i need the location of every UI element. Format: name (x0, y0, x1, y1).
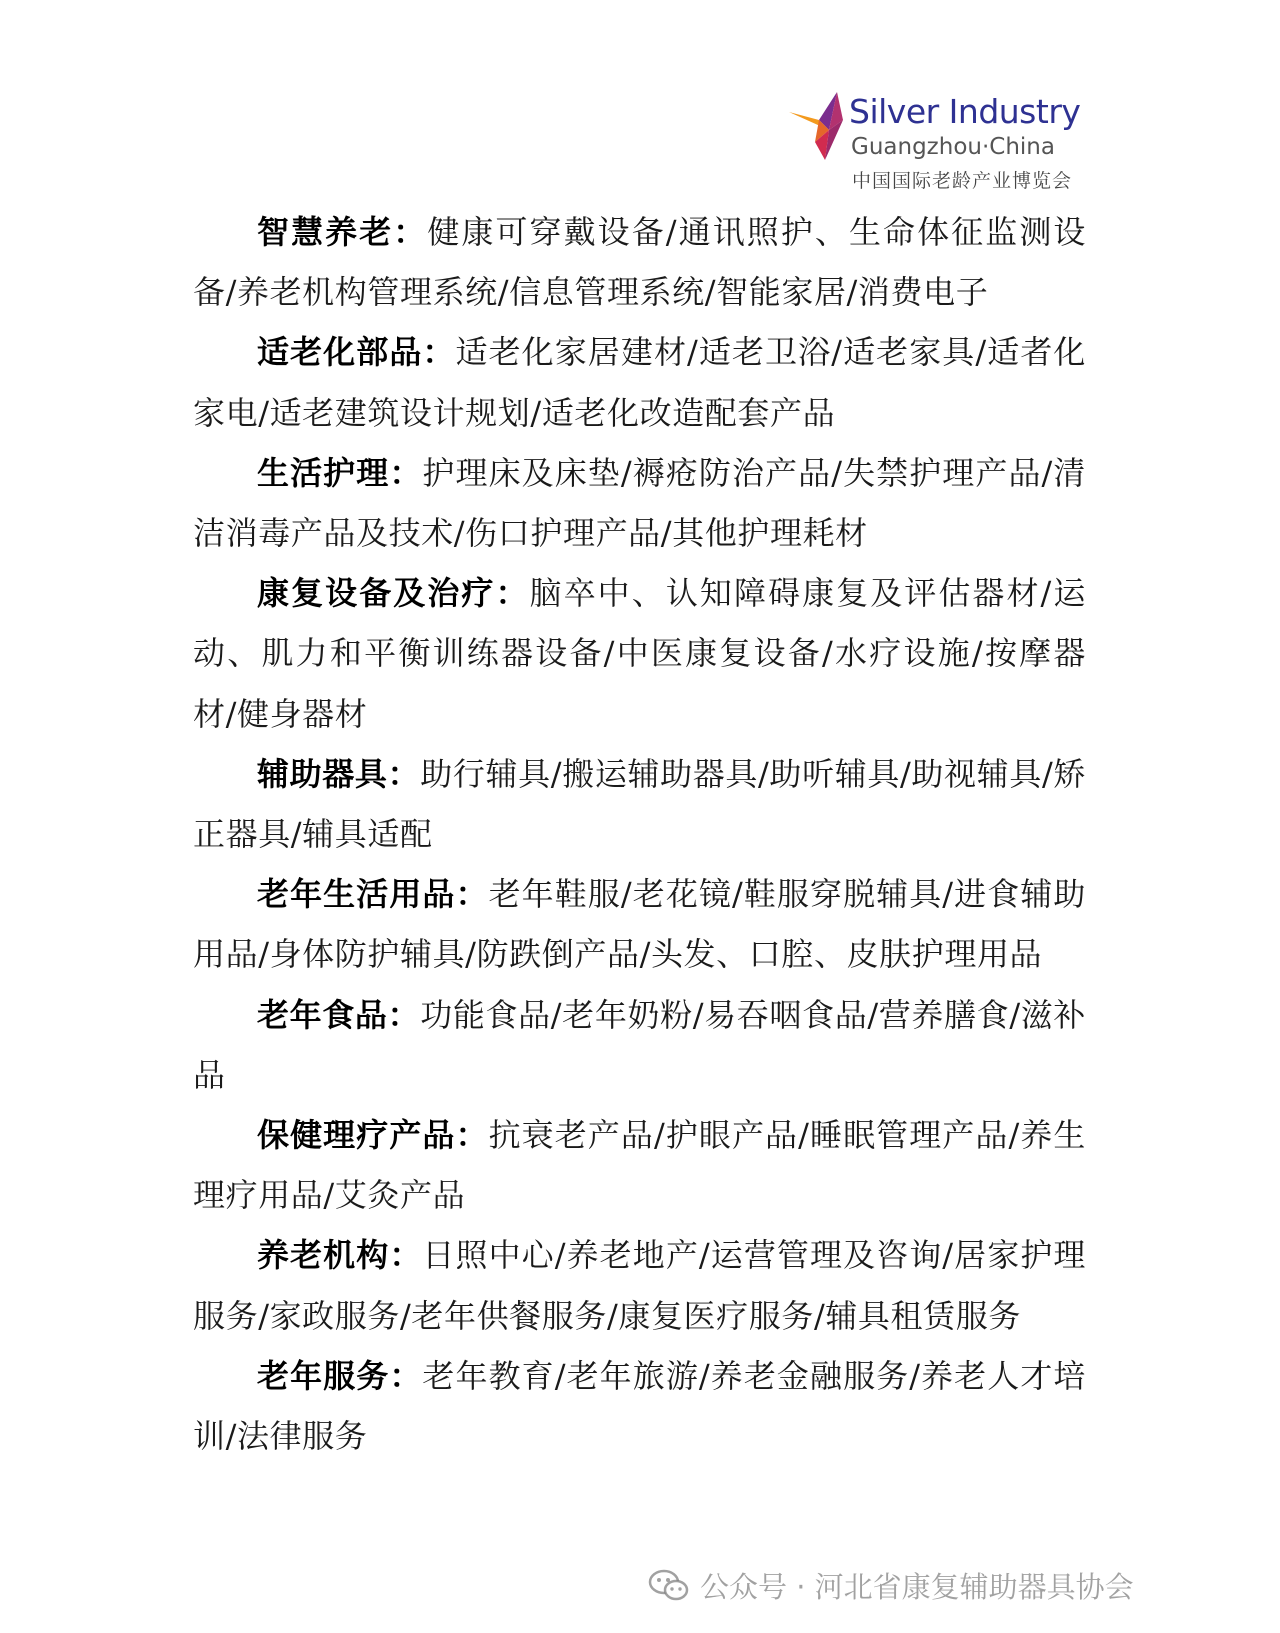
category-items: 抗衰老产品/护眼产品/睡眠管理产品/养生理疗用品/艾灸产品 (193, 1116, 1086, 1215)
category-label: 康复设备及治疗： (257, 574, 530, 613)
category-paragraph (193, 985, 1086, 1105)
logo-subtitle: Guangzhou·China (851, 134, 1055, 160)
category-label: 生活护理： (257, 453, 423, 492)
category-paragraph (193, 202, 1086, 322)
category-items: 适老化家居建材/适老卫浴/适老家具/适者化家电/适老建筑设计规划/适老化改造配套产品 (193, 333, 1086, 432)
category-paragraph (193, 1346, 1086, 1466)
bird-logo-icon (785, 90, 855, 162)
category-label: 辅助器具： (257, 754, 421, 793)
category-paragraph (193, 322, 1086, 442)
wechat-icon (648, 1568, 690, 1602)
watermark-text: 公众号 · 河北省康复辅助器具协会 (700, 1569, 1134, 1604)
category-paragraph (193, 744, 1086, 864)
category-label: 保健理疗产品： (257, 1116, 489, 1155)
category-items: 老年鞋服/老花镜/鞋服穿脱辅具/进食辅助用品/身体防护辅具/防跌倒产品/头发、口腔、皮肤护理用品 (193, 875, 1086, 974)
logo-chinese-name: 中国国际老龄产业博览会 (852, 170, 1073, 192)
exhibition-logo (785, 86, 1105, 196)
category-items: 健康可穿戴设备/通讯照护、生命体征监测设备/养老机构管理系统/信息管理系统/智能家居/消费电子 (193, 213, 1086, 312)
category-label: 适老化部品： (257, 333, 456, 372)
category-label: 养老机构： (257, 1236, 423, 1275)
category-paragraph (193, 1225, 1086, 1345)
category-items: 日照中心/养老地产/运营管理及咨询/居家护理服务/家政服务/老年供餐服务/康复医疗服务/辅具租赁服务 (193, 1236, 1086, 1335)
category-list (193, 202, 1086, 1466)
logo-title: Silver Industry (849, 92, 1081, 131)
category-paragraph (193, 864, 1086, 984)
category-label: 老年生活用品： (257, 875, 489, 914)
category-items: 护理床及床垫/褥疮防治产品/失禁护理产品/清洁消毒产品及技术/伤口护理产品/其他护理耗材 (193, 453, 1086, 553)
category-label: 老年食品： (257, 995, 421, 1034)
wechat-watermark (648, 1561, 1134, 1609)
category-label: 老年服务： (257, 1356, 423, 1395)
category-items: 老年教育/老年旅游/养老金融服务/养老人才培训/法律服务 (193, 1356, 1086, 1456)
category-label: 智慧养老： (257, 213, 428, 251)
category-paragraph (193, 1105, 1086, 1225)
category-paragraph (193, 443, 1086, 563)
category-items: 脑卒中、认知障碍康复及评估器材/运动、肌力和平衡训练器设备/中医康复设备/水疗设施/按摩器材/健身器材 (193, 574, 1086, 733)
category-paragraph (193, 563, 1086, 744)
category-items: 功能食品/老年奶粉/易吞咽食品/营养膳食/滋补品 (193, 995, 1086, 1094)
category-items: 助行辅具/搬运辅助器具/助听辅具/助视辅具/矫正器具/辅具适配 (193, 754, 1086, 854)
